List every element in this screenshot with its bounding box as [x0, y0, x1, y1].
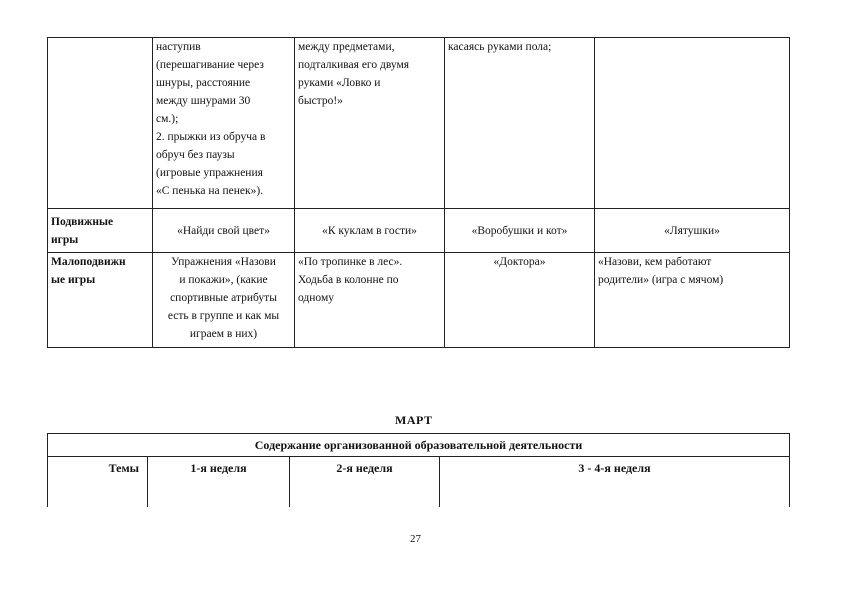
game-cell: «Лятушки» [595, 209, 790, 253]
table-row [48, 209, 790, 253]
table-row [48, 38, 790, 209]
exercise-cell: между предметами, подталкивая его двумя руками «Ловко и быстро!» [295, 38, 445, 209]
game-cell: «К куклам в гости» [295, 209, 445, 253]
exercise-cell: наступив (перешагивание через шнуры, расстояние между шнурами 30 см.); 2. прыжки из обруча в обруч без паузы (игровые упражнения «С пенька на пенек»). [153, 38, 295, 209]
game-cell: «Доктора» [445, 253, 595, 348]
game-cell: «Воробушки и кот» [445, 209, 595, 253]
table-row [48, 434, 790, 457]
table-row [48, 457, 790, 508]
game-cell: «Найди свой цвет» [153, 209, 295, 253]
table-header: Содержание организованной образовательной деятельности [48, 434, 790, 457]
exercise-cell [595, 38, 790, 209]
row-label-cell: Малоподвижн ые игры [48, 253, 153, 348]
row-label-cell: Подвижные игры [48, 209, 153, 253]
game-cell: Упражнения «Назови и покажи», (какие спортивные атрибуты есть в группе и как мы играем в них) [153, 253, 295, 348]
table-row [48, 253, 790, 348]
game-cell: «Назови, кем работают родители» (игра с мячом) [595, 253, 790, 348]
topics-header: Темы [48, 457, 148, 508]
week-header: 1-я неделя [148, 457, 290, 508]
activities-table [47, 37, 790, 348]
week-header: 2-я неделя [290, 457, 440, 508]
exercise-cell: касаясь руками пола; [445, 38, 595, 209]
week-header: 3 - 4-я неделя [440, 457, 790, 508]
game-cell: «По тропинке в лес». Ходьба в колонне по одному [295, 253, 445, 348]
march-table [47, 433, 790, 507]
section-title: МАРТ [395, 413, 433, 427]
row-label-cell [48, 38, 153, 209]
page-number: 27 [410, 533, 421, 545]
